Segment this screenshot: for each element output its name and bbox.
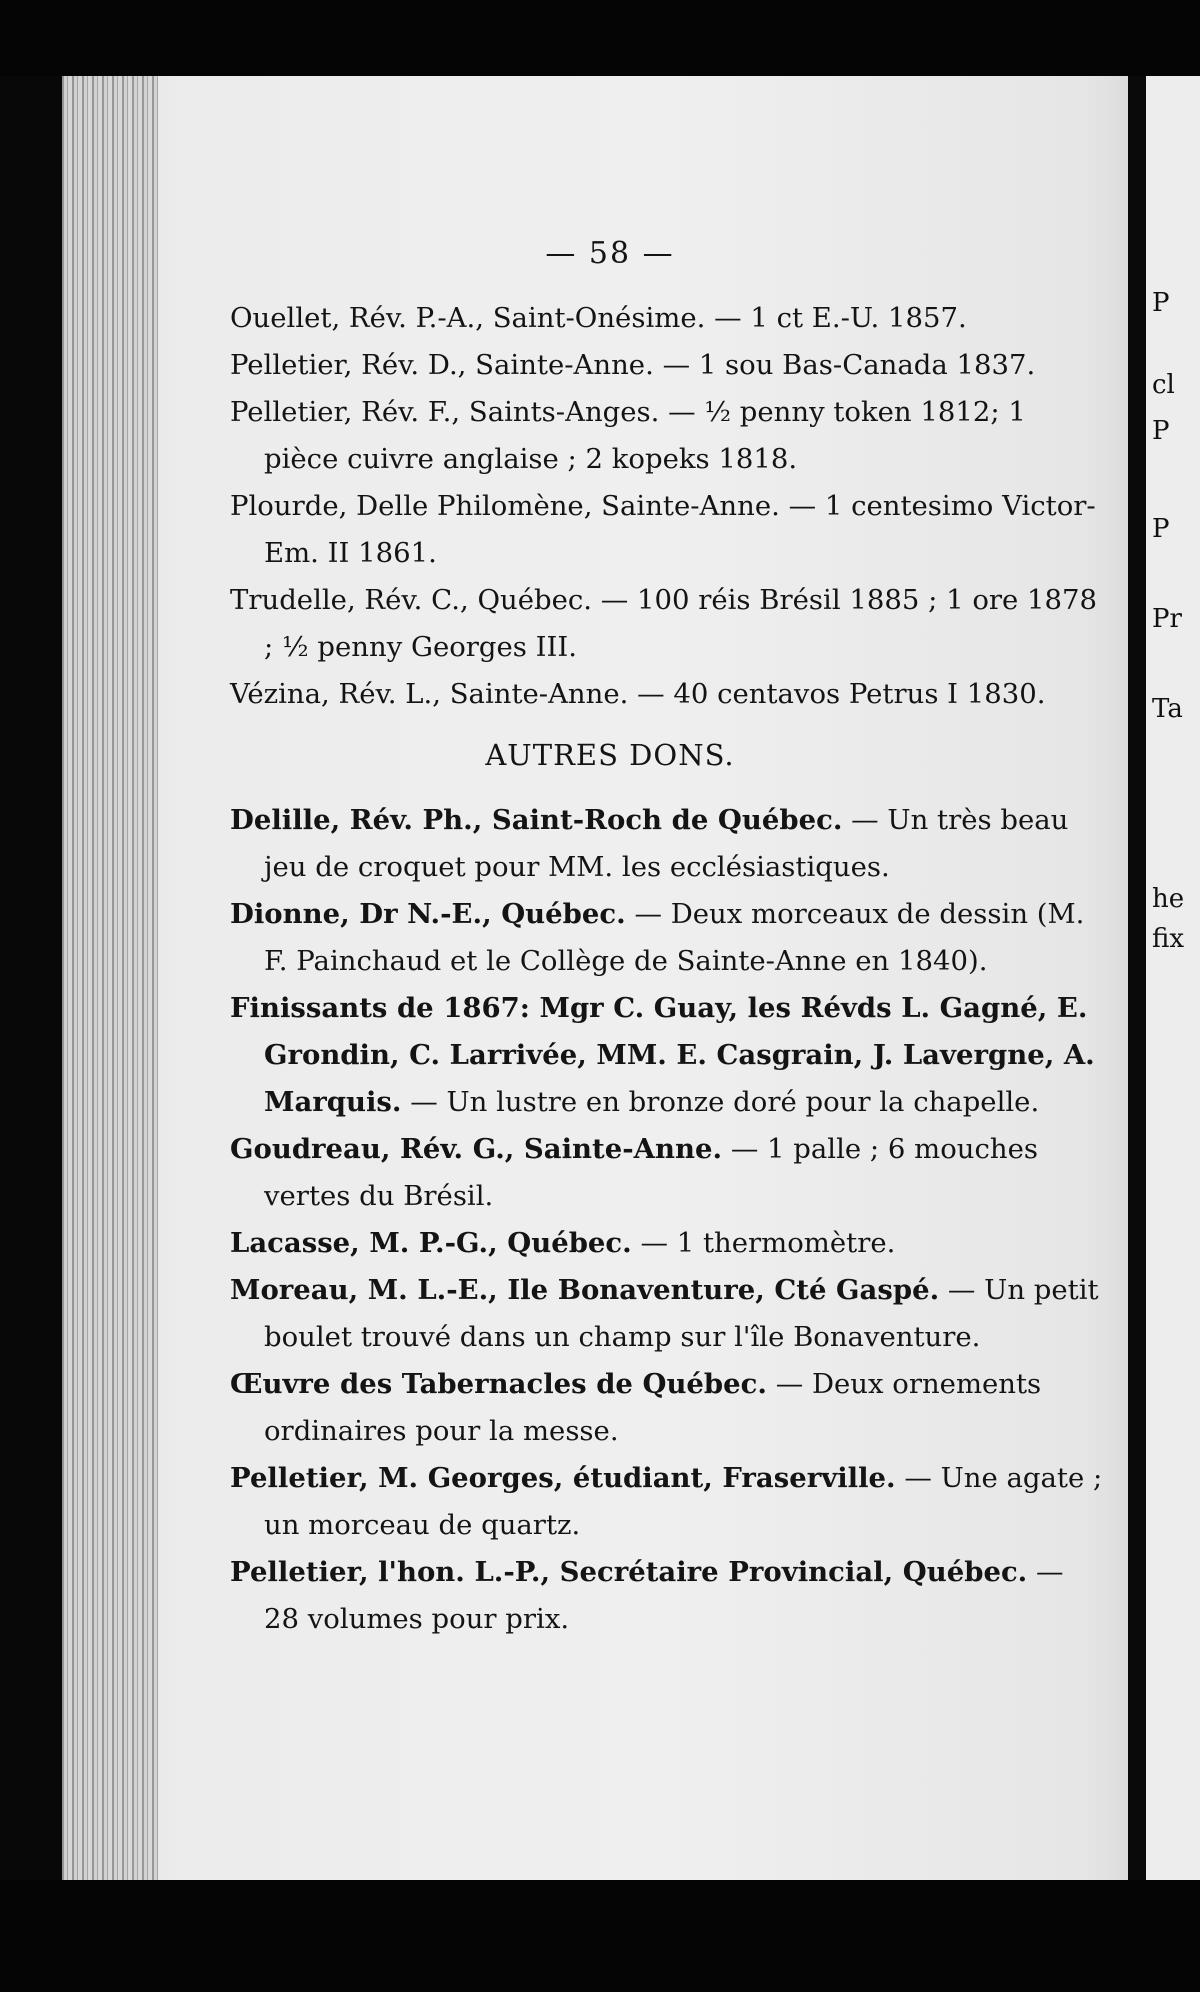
donation-item: — 1 ct E.-U. 1857.: [714, 302, 967, 334]
donation-entry: [230, 577, 1104, 671]
next-page-fragment: Ta: [1152, 694, 1183, 724]
donation-entry: [230, 295, 1104, 342]
donation-entry: [230, 389, 1104, 483]
donation-item: — 1 centesimo Victor-Em. II 1861.: [264, 490, 1096, 569]
page-text: [230, 230, 1103, 1643]
next-page-fragment: he: [1152, 884, 1185, 914]
donor-name: Vézina, Rév. L., Sainte-Anne.: [230, 678, 629, 710]
donation-item: — 28 volumes pour prix.: [264, 1556, 1064, 1635]
next-page-fragment: cl: [1152, 370, 1175, 400]
donation-entry: [230, 1455, 1104, 1549]
donor-name: Pelletier, Rév. D., Sainte-Anne.: [230, 349, 654, 381]
donation-entry: [230, 1549, 1104, 1643]
donation-item: — 1 thermomètre.: [640, 1227, 896, 1259]
donor-name: Ouellet, Rév. P.-A., Saint-Onésime.: [230, 302, 706, 334]
donation-entry: [230, 891, 1104, 985]
donation-item: — Deux ornements ordinaires pour la messe.: [264, 1368, 1042, 1447]
donor-name: Pelletier, l'hon. L.-P., Secrétaire Provincial, Québec.: [230, 1556, 1028, 1588]
donor-name: Trudelle, Rév. C., Québec.: [230, 584, 592, 616]
donor-name: Pelletier, Rév. F., Saints-Anges.: [230, 396, 660, 428]
donor-name: Finissants de 1867: Mgr C. Guay, les Révds L. Gagné, E. Grondin, C. Larrivée, MM. E. Casgrain, J. Lavergne, A. Marquis.: [230, 992, 1095, 1118]
donation-item: — Deux morceaux de dessin (M. F. Painchaud et le Collège de Sainte-Anne en 1840).: [264, 898, 1085, 977]
next-page-fragment: P: [1152, 416, 1170, 446]
scan-bottom-border: [0, 1880, 1200, 1992]
donation-entry: [230, 985, 1104, 1126]
donation-item: — 1 sou Bas-Canada 1837.: [662, 349, 1036, 381]
section-heading: AUTRES DONS.: [485, 738, 735, 772]
donor-name: Goudreau, Rév. G., Sainte-Anne.: [230, 1133, 723, 1165]
next-page-fragment: P: [1152, 514, 1170, 544]
donation-item: — 100 réis Brésil 1885 ; 1 ore 1878 ; ½ penny Georges III.: [264, 584, 1098, 663]
donor-name: Plourde, Delle Philomène, Sainte-Anne.: [230, 490, 780, 522]
next-page-fragment: Pr: [1152, 604, 1182, 634]
donor-name: Œuvre des Tabernacles de Québec.: [230, 1368, 767, 1400]
donation-item: — Une agate ; un morceau de quartz.: [264, 1462, 1103, 1541]
next-page-edge: [1146, 76, 1200, 1880]
donation-entry: [230, 483, 1104, 577]
donation-item: — 1 palle ; 6 mouches vertes du Brésil.: [264, 1133, 1038, 1212]
donation-entry: [230, 1126, 1104, 1220]
donation-item: — 40 centavos Petrus I 1830.: [637, 678, 1046, 710]
donation-item: — ½ penny token 1812; 1 pièce cuivre anglaise ; 2 kopeks 1818.: [264, 396, 1026, 475]
page-number: — 58 —: [545, 236, 675, 271]
donation-item: — Un petit boulet trouvé dans un champ sur l'île Bonaventure.: [264, 1274, 1099, 1353]
donor-name: Lacasse, M. P.-G., Québec.: [230, 1227, 632, 1259]
donation-entry: [230, 1220, 1104, 1267]
donation-item: — Un lustre en bronze doré pour la chapelle.: [410, 1086, 1040, 1118]
donation-entry: [230, 1267, 1104, 1361]
donor-name: Dionne, Dr N.-E., Québec.: [230, 898, 626, 930]
donation-entry: [230, 797, 1104, 891]
book-spine: [1128, 76, 1146, 1880]
scan-top-border: [0, 0, 1200, 76]
donor-name: Moreau, M. L.-E., Ile Bonaventure, Cté Gaspé.: [230, 1274, 940, 1306]
donor-name: Delille, Rév. Ph., Saint-Roch de Québec.: [230, 804, 843, 836]
donor-name: Pelletier, M. Georges, étudiant, Fraserville.: [230, 1462, 896, 1494]
next-page-fragment: fix: [1152, 924, 1185, 954]
donation-entry: [230, 342, 1104, 389]
next-page-fragment: P: [1152, 288, 1170, 318]
donation-entry: [230, 1361, 1104, 1455]
donation-entry: [230, 671, 1104, 718]
scan-left-border: [0, 76, 62, 1880]
donation-item: — Un très beau jeu de croquet pour MM. les ecclésiastiques.: [264, 804, 1069, 883]
page-gutter: [62, 76, 158, 1880]
